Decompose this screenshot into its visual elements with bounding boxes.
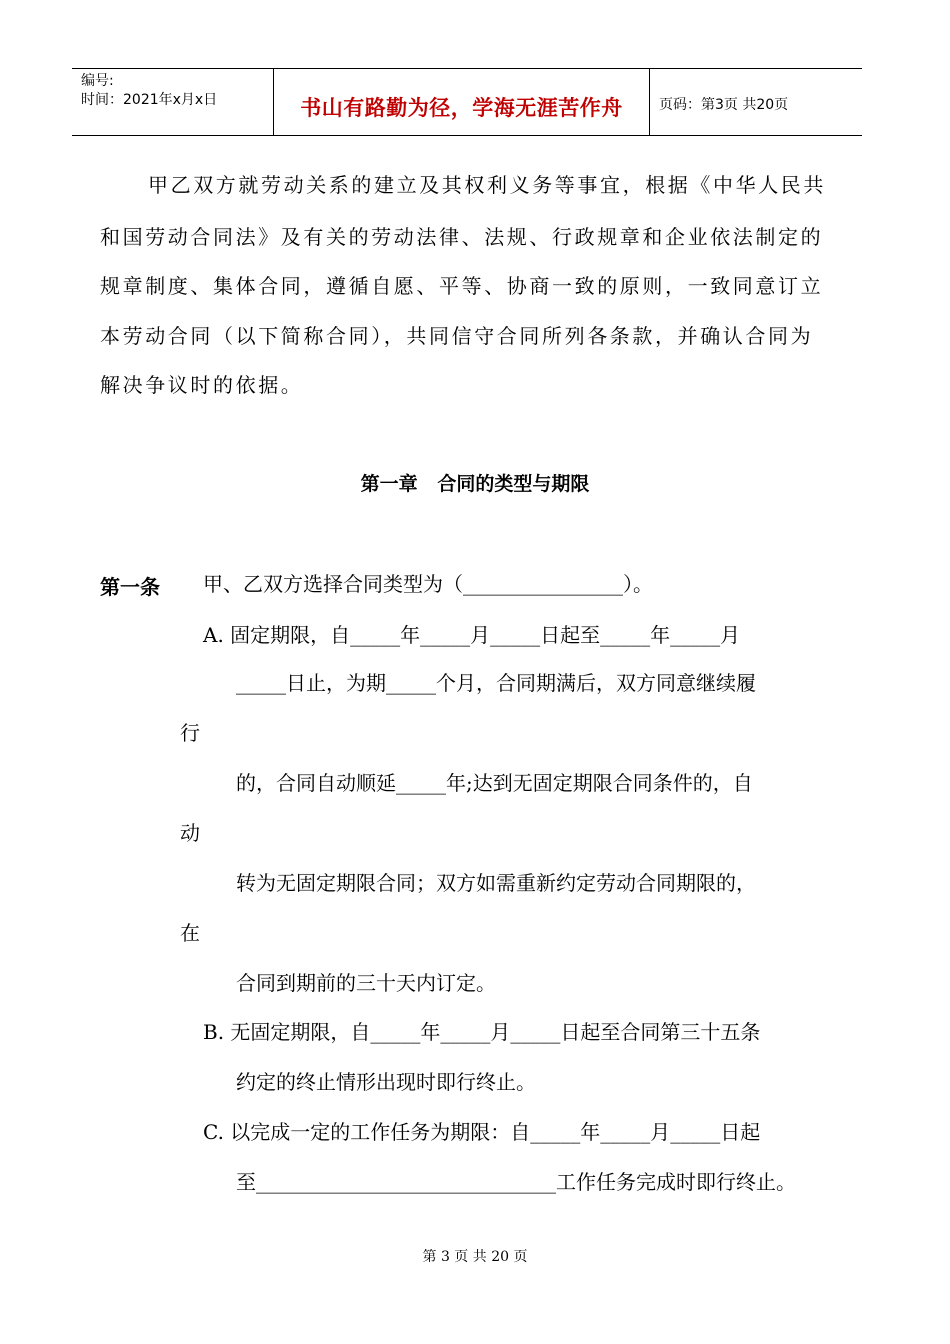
option-line: 在 [180,921,200,945]
article-label: 第一条 [100,575,160,599]
option-line: 至______________________________工作任务完成时即行终止。 [236,1170,796,1194]
article-text: 甲、乙双方选择合同类型为（________________）。 [203,572,653,596]
option-line: B. 无固定期限，自_____年_____月_____日起至合同第三十五条 [203,1020,761,1044]
header-page-code: 页码：第3页 共20页 [659,97,789,113]
option-line: 合同到期前的三十天内订定。 [236,971,496,995]
chapter-title: 第一章 合同的类型与期限 [360,473,590,495]
intro-line: 解决争议时的依据。 [100,373,304,397]
header-info-cell [72,69,272,135]
intro-line: 和国劳动合同法》及有关的劳动法律、法规、行政规章和企业依法制定的 [100,225,824,249]
header-motto: 书山有路勤为径，学海无涯苦作舟 [300,96,623,120]
option-line: A. 固定期限，自_____年_____月_____日起至_____年_____月 [203,623,741,647]
intro-line: 规章制度、集体合同，遵循自愿、平等、协商一致的原则，一致同意订立 [100,274,824,298]
option-line: _____日止，为期_____个月，合同期满后，双方同意继续履 [236,671,756,695]
option-line: 转为无固定期限合同；双方如需重新约定劳动合同期限的， [236,871,756,895]
option-line: 行 [180,721,200,745]
intro-line: 甲乙双方就劳动关系的建立及其权利义务等事宜，根据《中华人民共 [148,173,826,197]
option-line: 动 [180,821,200,845]
document-time-label: 时间：2021年x月x日 [81,92,218,108]
option-line: C. 以完成一定的工作任务为期限：自_____年_____月_____日起 [203,1120,761,1144]
document-number-label: 编号: [81,73,114,89]
intro-line: 本劳动合同（以下简称合同），共同信守合同所列各条款，并确认合同为 [100,324,814,348]
page-header [72,68,862,136]
option-line: 约定的终止情形出现时即行终止。 [236,1070,536,1094]
header-page-cell [650,69,862,135]
page-footer: 第 3 页 共 20 页 [422,1249,528,1265]
header-motto-cell [273,69,650,135]
option-line: 的，合同自动顺延_____年;达到无固定期限合同条件的，自 [236,771,753,795]
